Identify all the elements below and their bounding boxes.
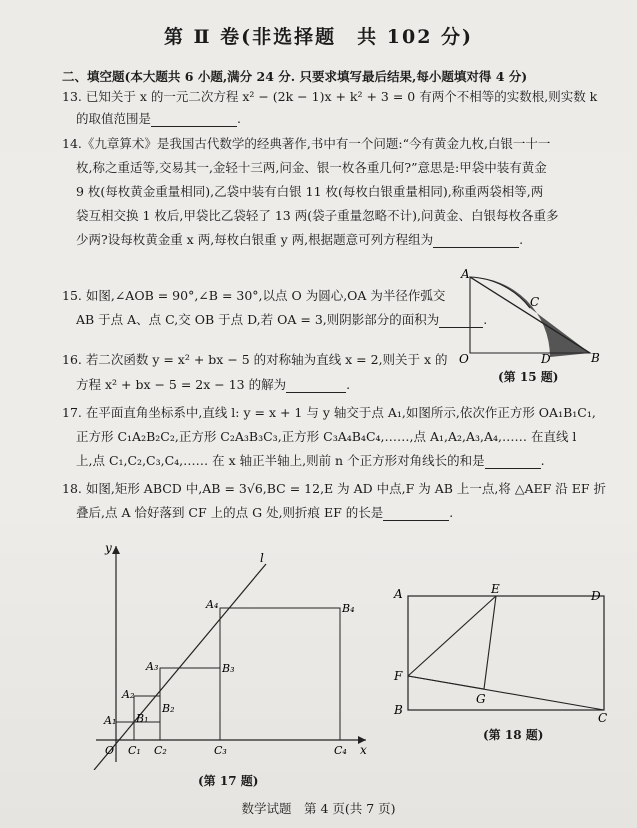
fig18-fold-line-ef (408, 596, 496, 676)
fig18-label-c: C (598, 711, 608, 724)
fig17-label-a2: A₂ (122, 688, 135, 701)
fig17-y-arrow-icon (112, 546, 120, 554)
fig18-line-eg (484, 596, 496, 689)
section-heading: 二、填空题 (62, 69, 125, 84)
q18-line-1: 18. 如图,矩形 ABCD 中,AB = 3√6,BC = 12,E 为 AD 中点,F 为 AB 上一点,将 △AEF 沿 EF 折 (62, 481, 607, 496)
q14-line-5: 少两?设每枚黄金重 x 两,每枚白银重 y 两,根据题意可列方程组为 . (76, 232, 524, 247)
q18-answer-blank[interactable] (383, 520, 449, 521)
fig17-label-a3: A₃ (146, 660, 159, 673)
fig15-caption: (第 15 题) (498, 370, 559, 384)
fig17-label-x: x (360, 743, 367, 757)
q14-line-3: 9 枚(每枚黄金重量相同),乙袋中装有白银 11 枚(每枚白银重量相同),称重两袋相等,两 (76, 184, 544, 199)
fig17-label-c4: C₄ (334, 744, 347, 757)
fig18-caption: (第 18 题) (483, 728, 544, 742)
q16-answer-blank[interactable] (286, 392, 346, 393)
fig17-label-b4: B₄ (342, 602, 355, 615)
q14-line-4: 袋互相交换 1 枚后,甲袋比乙袋轻了 13 两(袋子重量忽略不计),问黄金、白银每枚各重多 (76, 208, 559, 223)
fig17-label-c1: C₁ (128, 744, 141, 757)
fig17-label-o: O (105, 744, 115, 757)
q16-text: 方程 x² + bx − 5 = 2x − 13 的解为 (76, 377, 287, 392)
fig17-label-a1: A₁ (104, 714, 117, 727)
fig18-line-fg (408, 676, 484, 689)
fig17-label-b2: B₂ (162, 702, 175, 715)
q15-line-2: AB 于点 A、点 C,交 OB 于点 D,若 OA = 3,则阴影部分的面积为 . (76, 312, 488, 327)
q17-line-2: 正方形 C₁A₂B₂C₂,正方形 C₂A₃B₃C₃,正方形 C₃A₄B₄C₄,……,点 A₁,A₂,A₃,A₄,…… 在直线 l (76, 429, 577, 444)
fig18-label-e: E (491, 584, 500, 596)
fig18-label-a: A (394, 587, 403, 601)
fig15-label-o: O (459, 352, 469, 365)
fig17-label-c3: C₃ (214, 744, 227, 757)
fill-in-heading (62, 69, 527, 85)
q17-text: 上,点 C₁,C₂,C₃,C₄,…… 在 x 轴正半轴上,则前 n 个正方形对角线长的和是 (76, 453, 485, 468)
q17-answer-blank[interactable] (485, 468, 541, 469)
page-footer: 数学试题 第 4 页(共 7 页) (241, 801, 396, 816)
fig17-line-l (94, 564, 266, 770)
q18-text: 叠后,点 A 恰好落到 CF 上的点 G 处,则折痕 EF 的长是 (76, 505, 384, 520)
q14-answer-blank[interactable] (433, 247, 519, 248)
figure-17 (88, 540, 378, 770)
fig15-label-d: D (541, 352, 551, 365)
q17-line-1: 17. 在平面直角坐标系中,直线 l: y = x + 1 与 y 轴交于点 A₁,如图所示,依次作正方形 OA₁B₁C₁, (62, 405, 596, 420)
q14-line-1: 14.《九章算术》是我国古代数学的经典著作,书中有一个问题:“今有黄金九枚,白银一十一 (62, 136, 551, 151)
q13-line-1: 13. 已知关于 x 的一元二次方程 x² − (2k − 1)x + k² + 3 = 0 有两个不相等的实数根,则实数 k (62, 89, 598, 104)
q15-text: AB 于点 A、点 C,交 OB 于点 D,若 OA = 3,则阴影部分的面积为 (76, 312, 440, 327)
q14-line-2: 枚,称之重适等,交易其一,金轻十三两,问金、银一枚各重几何?”意思是:甲袋中装有黄金 (76, 160, 547, 175)
q18-line-2: 叠后,点 A 恰好落到 CF 上的点 G 处,则折痕 EF 的长是 . (76, 505, 454, 520)
fig17-square-4 (220, 608, 340, 740)
fig15-label-a: A (461, 267, 470, 281)
fig18-label-d: D (591, 589, 601, 603)
fig15-hypotenuse (470, 277, 590, 353)
fig17-label-c2: C₂ (154, 744, 167, 757)
fig17-caption: (第 17 题) (198, 774, 259, 788)
q15-line-1: 15. 如图,∠AOB = 90°,∠B = 30°,以点 O 为圆心,OA 为半径作弧交 (62, 288, 446, 303)
q13-answer-blank[interactable] (151, 126, 237, 127)
fig18-label-f: F (394, 669, 403, 683)
q13-text: 的取值范围是 (76, 111, 152, 126)
fig17-label-y: y (105, 541, 112, 555)
fig17-label-l: l (260, 551, 264, 565)
fig15-arc-upper (470, 277, 530, 308)
q16-line-2: 方程 x² + bx − 5 = 2x − 13 的解为 . (76, 377, 351, 392)
q16-line-1: 16. 若二次函数 y = x² + bx − 5 的对称轴为直线 x = 2,则关于 x 的 (62, 352, 448, 367)
fig17-label-a4: A₄ (206, 598, 219, 611)
fig15-label-c: C (530, 295, 540, 309)
fig18-label-b: B (394, 703, 403, 717)
fig17-label-b1: B₁ (136, 712, 149, 725)
fig17-label-b3: B₃ (222, 662, 235, 675)
fig18-label-g: G (476, 692, 486, 706)
q14-text: 少两?设每枚黄金重 x 两,每枚白银重 y 两,根据题意可列方程组为 (76, 232, 434, 247)
q17-line-3: 上,点 C₁,C₂,C₃,C₄,…… 在 x 轴正半轴上,则前 n 个正方形对角线长的和是 . (76, 453, 545, 468)
section-title: 第 Ⅱ 卷(非选择题 共 102 分) (163, 26, 474, 48)
section-instruction: (本大题共 6 小题,满分 24 分. 只要求填写最后结果,每小题填对得 4 分) (124, 69, 528, 84)
figure-18 (390, 584, 620, 724)
figure-15 (455, 265, 610, 365)
fig15-label-b: B (591, 351, 600, 365)
q13-line-2: 的取值范围是 . (62, 111, 241, 127)
